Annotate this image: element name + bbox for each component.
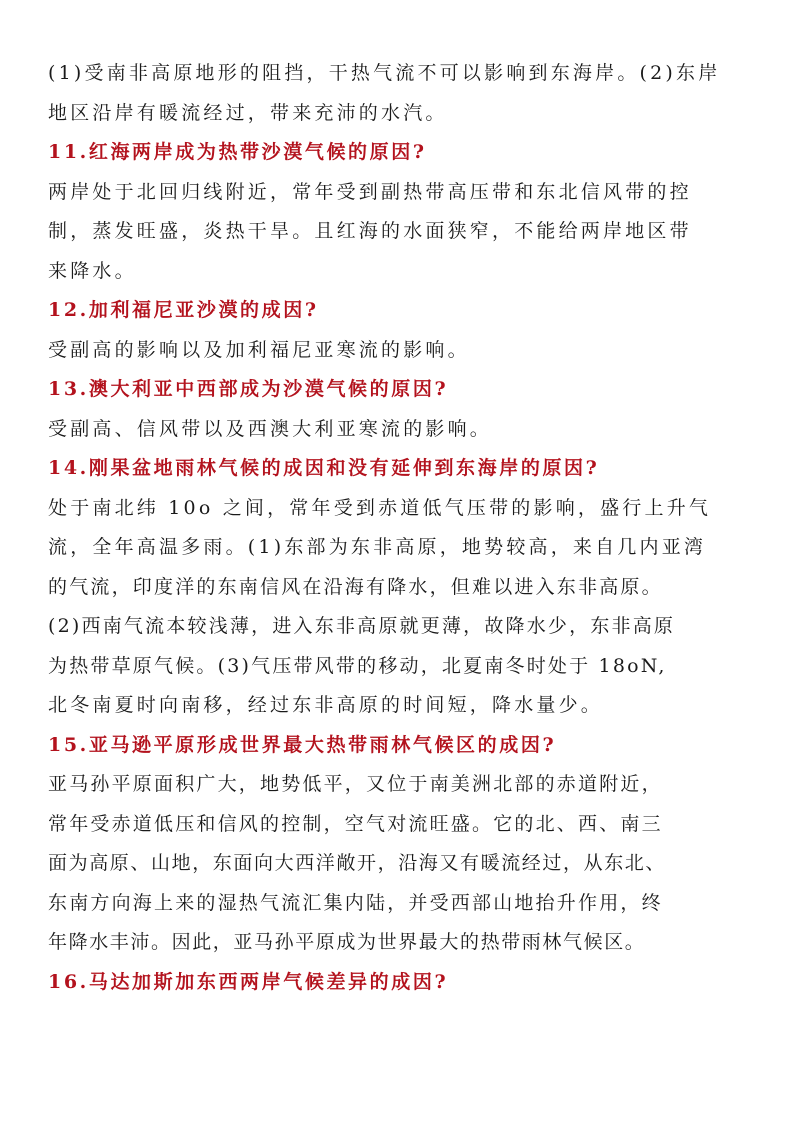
question-heading: 14.刚果盆地雨林气候的成因和没有延伸到东海岸的原因? [48,457,600,479]
paragraph-line: 的气流，印度洋的东南信风在沿海有降水，但难以进入东非高原。 [48,575,663,598]
paragraph-line: 年降水丰沛。因此，亚马孙平原成为世界最大的热带雨林气候区。 [48,931,646,953]
question-heading: 13.澳大利亚中西部成为沙漠气候的原因? [48,378,449,400]
paragraph-line: (2)西南气流本较浅薄，进入东非高原就更薄，故降水少，东非高原 [48,615,676,637]
paragraph-line: 北冬南夏时向南移，经过东非高原的时间短，降水量少。 [48,694,604,716]
paragraph-line: 面为高原、山地，东面向大西洋敞开，沿海又有暖流经过，从东北、 [48,852,667,874]
paragraph-line: 处于南北纬 10o 之间，常年受到赤道低气压带的影响，盛行上升气 [48,496,712,519]
paragraph-line: 为热带草原气候。(3)气压带风带的移动，北夏南冬时处于 18oN, [48,654,667,677]
question-heading: 16.马达加斯加东西两岸气候差异的成因? [48,970,449,993]
question-heading: 12.加利福尼亚沙漠的成因? [48,299,319,321]
paragraph-line: (1)受南非高原地形的阻挡，干热气流不可以影响到东海岸。(2)东岸 [48,62,721,84]
paragraph-line: 流，全年高温多雨。(1)东部为东非高原，地势较高，来自几内亚湾 [48,536,707,558]
question-heading: 15.亚马逊平原形成世界最大热带雨林气候区的成因? [48,733,557,756]
paragraph-line: 受副高的影响以及加利福尼亚寒流的影响。 [48,338,470,361]
paragraph-line: 亚马孙平原面积广大，地势低平，又位于南美洲北部的赤道附近， [48,773,663,795]
document-page [48,54,748,1002]
paragraph-line: 制，蒸发旺盛，炎热干旱。且红海的水面狭窄，不能给两岸地区带 [48,220,692,242]
paragraph-line: 两岸处于北回归线附近，常年受到副热带高压带和东北信风带的控 [48,180,692,203]
question-heading: 11.红海两岸成为热带沙漠气候的原因? [48,141,427,163]
paragraph-line: 东南方向海上来的湿热气流汇集内陆，并受西部山地抬升作用，终 [48,891,663,914]
paragraph-line: 地区沿岸有暖流经过，带来充沛的水汽。 [48,101,448,124]
paragraph-line: 来降水。 [48,259,137,282]
paragraph-line: 常年受赤道低压和信风的控制，空气对流旺盛。它的北、西、南三 [48,812,663,835]
paragraph-line: 受副高、信风带以及西澳大利亚寒流的影响。 [48,417,493,440]
